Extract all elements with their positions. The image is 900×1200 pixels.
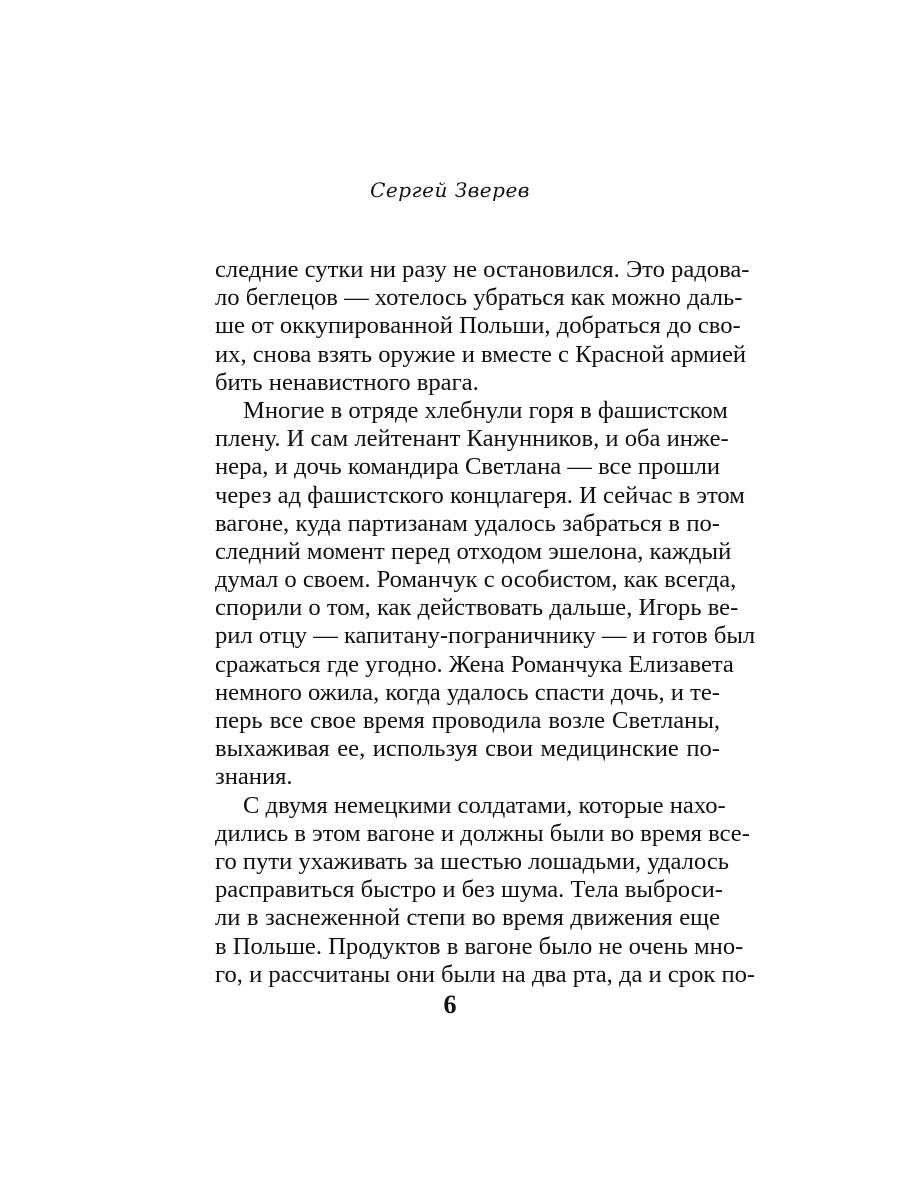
text-line: ли в заснеженной степи во время движения еще: [215, 904, 720, 932]
text-line: бить ненавистного врага.: [215, 368, 479, 396]
text-line: ло беглецов — хотелось убраться как можно даль-: [215, 284, 743, 312]
text-line: через ад фашистского концлагеря. И сейчас в этом: [215, 481, 745, 509]
text-line: следние сутки ни разу не остановился. Это радова-: [215, 256, 750, 283]
text-line: рил отцу — капитану-пограничнику — и готов был: [215, 622, 756, 650]
text-line: немного ожила, когда удалось спасти дочь, и те-: [215, 678, 720, 706]
text-line: расправиться быстро и без шума. Тела выброси-: [215, 876, 723, 904]
text-line: знания.: [215, 763, 293, 791]
text-line: сражаться где угодно. Жена Романчука Елизавета: [215, 650, 734, 678]
text-line: го пути ухаживать за шестью лошадьми, удалось: [215, 847, 729, 875]
body-text: [215, 256, 756, 989]
text-line: го, и рассчитаны они были на два рта, да и срок по-: [215, 960, 756, 988]
text-line: выхаживая ее, используя свои медицинские по-: [215, 735, 720, 763]
text-line: вагоне, куда партизанам удалось забраться в по-: [215, 509, 720, 537]
text-line: перь все свое время проводила возле Светланы,: [215, 707, 720, 734]
text-line: нера, и дочь командира Светлана — все прошли: [215, 453, 720, 481]
running-header: Сергей Зверев: [370, 178, 530, 202]
text-line: ше от оккупированной Польши, добраться до сво-: [215, 312, 741, 340]
text-line: С двумя немецкими солдатами, которые нахо-: [243, 791, 726, 819]
text-line: думал о своем. Романчук с особистом, как всегда,: [215, 566, 737, 594]
text-line: следний момент перед отходом эшелона, каждый: [215, 537, 732, 565]
text-line: дились в этом вагоне и должны были во время все-: [215, 819, 750, 847]
text-line: в Польше. Продуктов в вагоне было не очень мно-: [215, 932, 744, 960]
text-line: спорили о том, как действовать дальше, Игорь ве-: [215, 594, 739, 622]
page-number: 6: [443, 990, 457, 1019]
text-line: Многие в отряде хлебнули горя в фашистском: [243, 396, 728, 424]
text-line: плену. И сам лейтенант Канунников, и оба инже-: [215, 425, 729, 453]
text-line: их, снова взять оружие и вместе с Красной армией: [215, 340, 747, 368]
